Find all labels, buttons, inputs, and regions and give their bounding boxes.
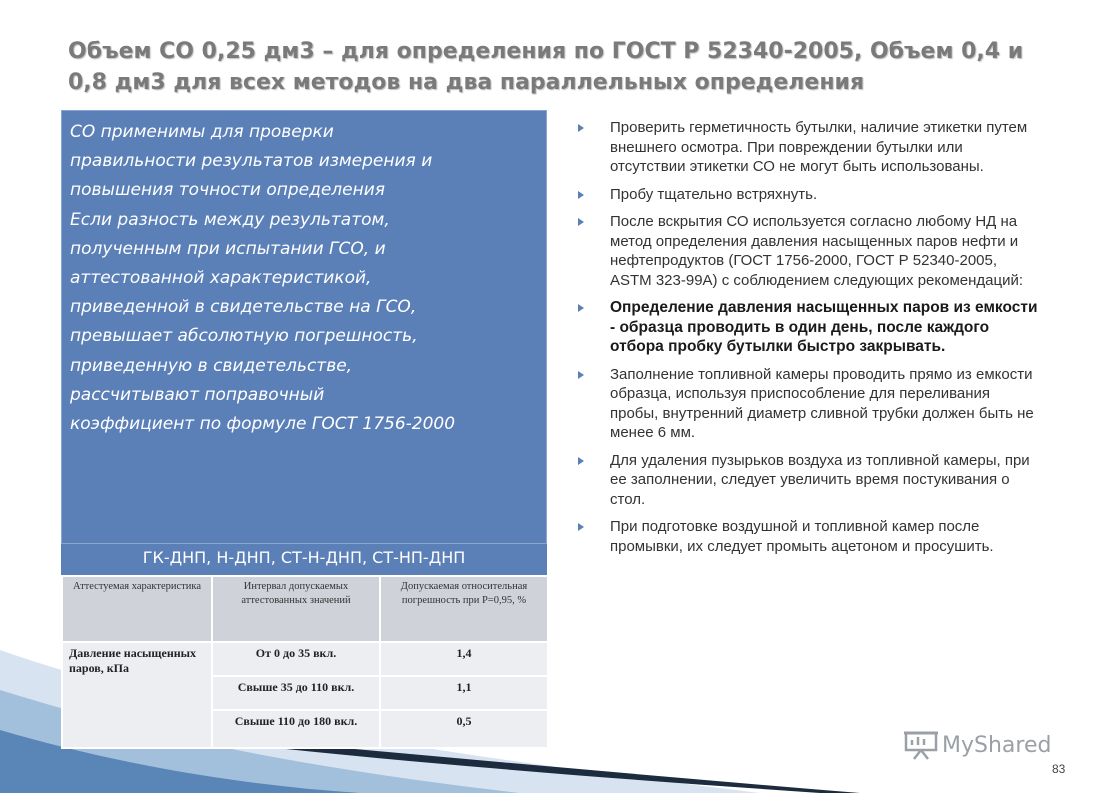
slide-title: Объем СО 0,25 дм3 – для определения по ГОСТ Р 52340-2005, Объем 0,4 и 0,8 дм3 для всех методов на два параллельных определения bbox=[68, 39, 1024, 95]
presentation-board-icon bbox=[904, 730, 938, 760]
bullet-text: Проверить герметичность бутылки, наличие этикетки путем внешнего осмотра. При повреждении бутылки или отсутствии этикетки СО не могут быть использованы. bbox=[610, 119, 1028, 175]
table-header: Аттестуемая характеристика bbox=[62, 576, 212, 642]
table-cell: 1,1 bbox=[380, 676, 548, 710]
bullet-text: Определение давления насыщенных паров из емкости - образца проводить в один день, после каждого отбора пробку бутылки быстро закрывать. bbox=[610, 299, 1038, 355]
bullet-text: После вскрытия СО используется согласно любому НД на метод определения давления насыщенных паров нефти и нефтепродуктов (ГОСТ 1756-2000, ГОСТ Р 52340-2005, ASTM 323-99A) с соблюдением следующих рекомендаций: bbox=[610, 213, 1024, 289]
info-line: коэффициент по формуле ГОСТ 1756-2000 bbox=[70, 414, 456, 435]
arrow-bullet-icon bbox=[578, 191, 584, 199]
bullet-item bbox=[578, 185, 1038, 205]
info-line: аттестованной характеристикой, bbox=[70, 268, 372, 289]
myshared-logo[interactable] bbox=[904, 730, 1051, 760]
bullet-item bbox=[578, 517, 1038, 556]
arrow-bullet-icon bbox=[578, 304, 584, 312]
info-line: приведенной в свидетельстве на ГСО, bbox=[70, 297, 417, 318]
table-header: Интервал допускаемых аттестованных значений bbox=[212, 576, 380, 642]
table-cell: Свыше 35 до 110 вкл. bbox=[212, 676, 380, 710]
info-line: превышает абсолютную погрешность, bbox=[70, 326, 418, 347]
arrow-bullet-icon bbox=[578, 457, 584, 465]
table-cell-characteristic: Давление насыщенных паров, кПа bbox=[62, 642, 212, 748]
bullet-item bbox=[578, 365, 1038, 443]
bullet-item bbox=[578, 451, 1038, 510]
bullet-item bbox=[578, 118, 1038, 177]
table-cell: Свыше 110 до 180 вкл. bbox=[212, 710, 380, 748]
arrow-bullet-icon bbox=[578, 371, 584, 379]
info-line: приведенную в свидетельстве, bbox=[70, 355, 353, 376]
info-line: полученным при испытании ГСО, и bbox=[70, 238, 386, 259]
table-cell: От 0 до 35 вкл. bbox=[212, 642, 380, 676]
table-cell: 1,4 bbox=[380, 642, 548, 676]
bullet-text: Для удаления пузырьков воздуха из топливной камеры, при ее заполнении, следует увеличить время постукивания о стол. bbox=[610, 451, 1030, 508]
spec-table bbox=[61, 575, 549, 749]
info-line: повышения точности определения bbox=[70, 180, 386, 201]
bullet-text: Пробу тщательно встряхнуть. bbox=[610, 185, 818, 203]
arrow-bullet-icon bbox=[578, 218, 584, 226]
logo-text: MyShared bbox=[942, 732, 1052, 758]
table-cell: 0,5 bbox=[380, 710, 548, 748]
info-line: СО применимы для проверки bbox=[70, 122, 334, 142]
info-panel-text bbox=[70, 118, 540, 439]
info-line: правильности результатов измерения и bbox=[70, 151, 433, 172]
info-line: Если разность между результатом, bbox=[70, 209, 390, 230]
bullet-item bbox=[578, 212, 1038, 290]
bullet-list bbox=[578, 118, 1038, 564]
table-row bbox=[62, 642, 548, 676]
arrow-bullet-icon bbox=[578, 124, 584, 132]
info-line: рассчитывают поправочный bbox=[70, 384, 325, 405]
table-caption: ГК-ДНП, Н-ДНП, СТ-Н-ДНП, СТ-НП-ДНП bbox=[61, 544, 547, 575]
table-header: Допускаемая относительная погрешность при Р=0,95, % bbox=[380, 576, 548, 642]
arrow-bullet-icon bbox=[578, 523, 584, 531]
bullet-text: Заполнение топливной камеры проводить прямо из емкости образца, используя приспособление для переливания пробы, внутренний диаметр сливной трубки должен быть не менее 6 мм. bbox=[610, 365, 1034, 441]
table-header-row bbox=[62, 576, 548, 642]
bullet-text: При подготовке воздушной и топливной камер после промывки, их следует промыть ацетоном и просушить. bbox=[610, 518, 994, 555]
bullet-item bbox=[578, 298, 1038, 357]
page-number: 83 bbox=[1052, 762, 1066, 776]
